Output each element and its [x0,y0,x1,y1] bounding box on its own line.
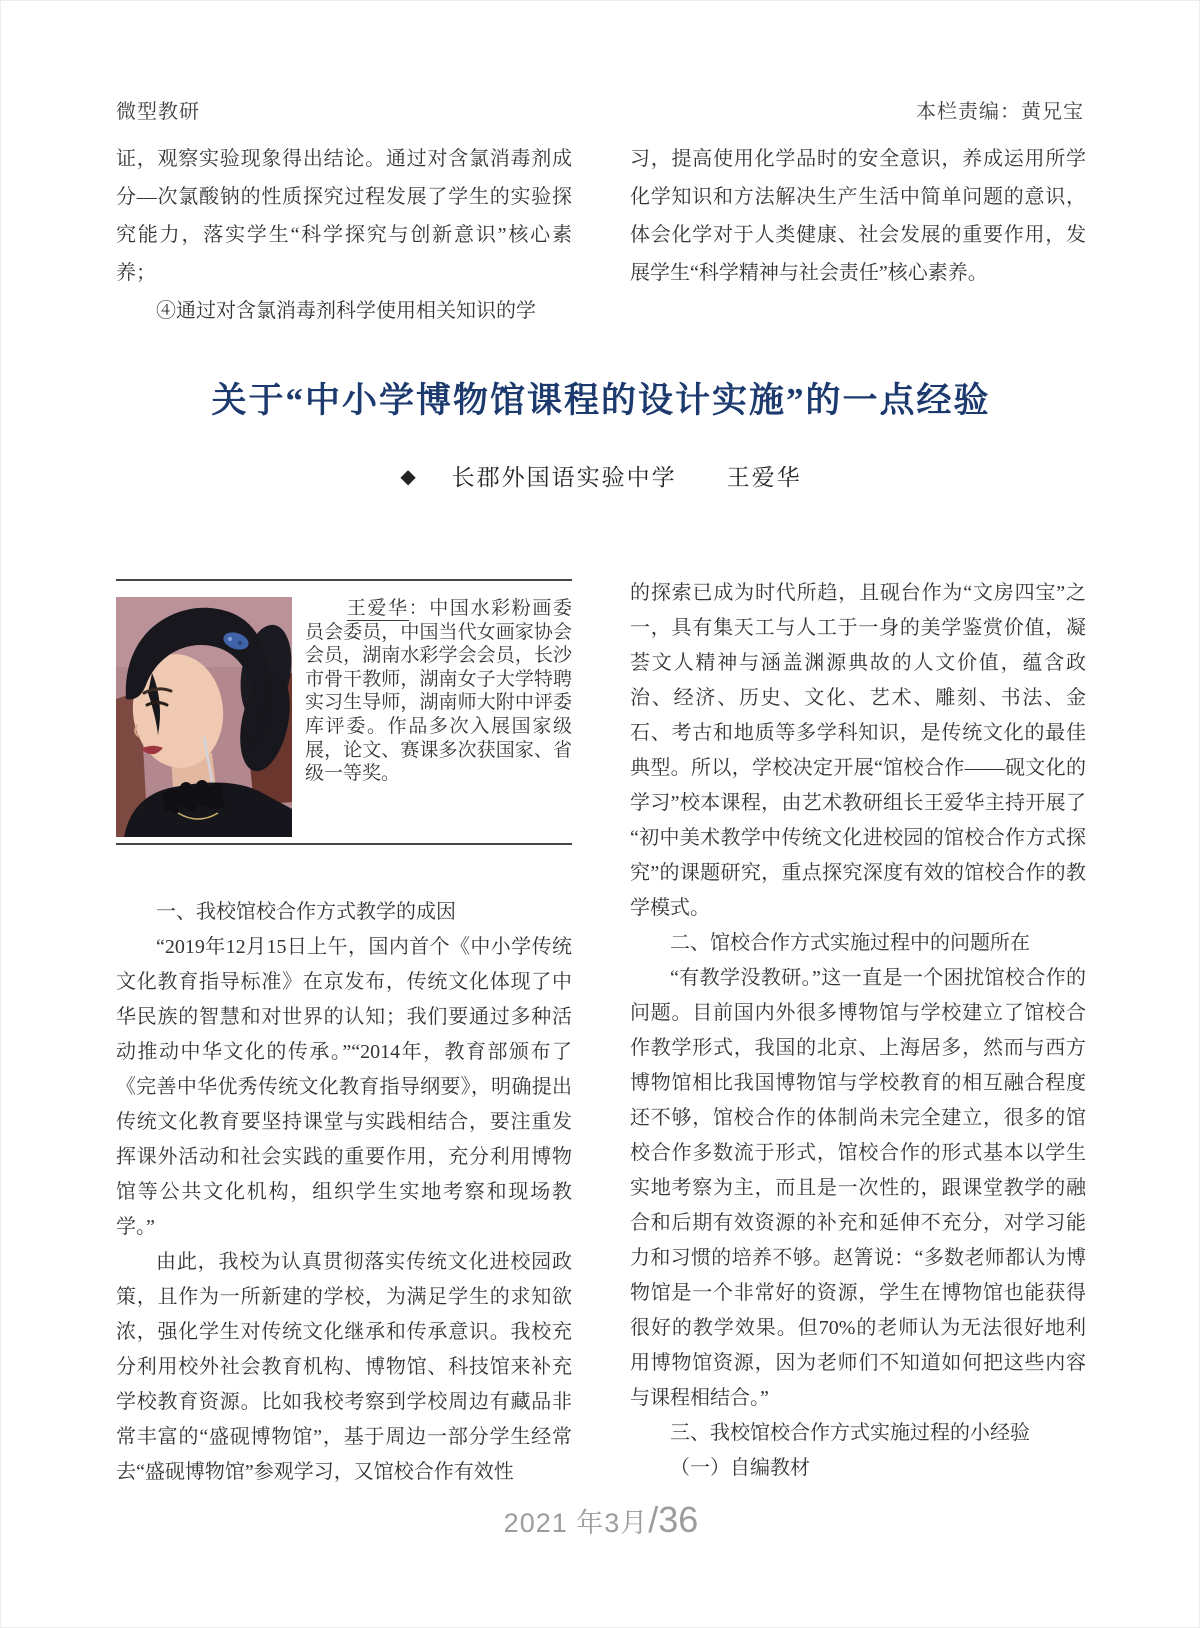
paragraph: 由此，我校为认真贯彻落实传统文化进校园政策，且作为一所新建的学校，为满足学生的求知欲浓，强化学生对传统文化继承和传承意识。我校充分利用校外社会教育机构、博物馆、科技馆来补充学校教育资源。比如我校考察到学校周边有藏品非常丰富的“盛砚博物馆”，基于周边一部分学生经常去“盛砚博物馆”参观学习，又馆校合作有效性 [116,1251,572,1483]
bio-text [305,597,572,837]
section-heading: 三、我校馆校合作方式实施过程的小经验 [670,1422,1030,1444]
article-title: 关于“中小学博物馆课程的设计实施”的一点经验 [211,381,991,420]
portrait-illustration [116,597,292,837]
paragraph: 的探索已成为时代所趋，且砚台作为“文房四宝”之一，具有集天工与人工于一身的美学鉴赏价值，凝荟文人精神与涵盖渊源典故的人文价值，蕴含政治、经济、历史、文化、艺术、雕刻、书法、金石、考古和地质等多学科知识，是传统文化的最佳典型。所以，学校决定开展“馆校合作——砚文化的学习”校本课程，由艺术教研组长王爱华主持开展了“初中美术教学中传统文化进校园的馆校合作方式探究”的课题研究，重点探究深度有效的馆校合作的教学模式。 [630,582,1086,919]
byline-text: 长郡外国语实验中学 王爱华 [451,465,802,490]
bio-description: ：中国水彩粉画委员会委员，中国当代女画家协会会员，湖南水彩学会会员，长沙市骨干教师，湖南女子大学特聘实习生导师，湖南师大附中评委库评委。作品多次入展国家级展，论文、赛课多次获国家、省级一等奖。 [305,598,572,785]
paragraph: （一）自编教材 [670,1457,810,1479]
paragraph: ④通过对含氯消毒剂科学使用相关知识的学 [156,300,536,322]
section-heading: 二、馆校合作方式实施过程中的问题所在 [670,932,1030,954]
column-editor-credit: 本栏责编：黄兄宝 [916,101,1084,123]
paragraph: 证，观察实验现象得出结论。通过对含氯消毒剂成分—次氯酸钠的性质探究过程发展了学生的实验探究能力，落实学生“科学探究与创新意识”核心素养； [116,148,572,284]
diamond-marker-icon: ◆ [400,466,418,488]
page-number: /36 [648,1499,699,1540]
author-photo [116,597,292,837]
paragraph: 习，提高使用化学品时的安全意识，养成运用所学化学知识和方法解决生产生活中简单问题的意识，体会化学对于人类健康、社会发展的重要作用，发展学生“科学精神与社会责任”核心素养。 [630,148,1086,284]
prev-article-left-column [116,140,572,330]
article-byline [1,459,1200,492]
page-footer [1,1499,1200,1541]
bio-author-name: 王爱华 [346,598,409,619]
author-bio-box [116,579,572,845]
section-heading: 一、我校馆校合作方式教学的成因 [156,901,456,923]
issue-date: 2021 年3月 [503,1508,649,1538]
prev-article-right-column [630,140,1086,292]
column-section-label: 微型教研 [116,101,200,123]
article-left-column [116,895,572,1490]
page-header [116,95,1084,124]
paragraph: “2019年12月15日上午，国内首个《中小学传统文化教育指导标准》在京发布，传统文化体现了中华民族的智慧和对世界的认知；我们要通过多种活动推动中华文化的传承。”“2014年，教育部颁布了《完善中华优秀传统文化教育指导纲要》，明确提出传统文化教育要坚持课堂与实践相结合，要注重发挥课外活动和社会实践的重要作用，充分利用博物馆等公共文化机构，组织学生实地考察和现场教学。” [116,936,572,1238]
article-right-column [630,576,1086,1486]
paragraph: “有教学没教研。”这一直是一个困扰馆校合作的问题。目前国内外很多博物馆与学校建立了馆校合作教学形式，我国的北京、上海居多，然而与西方博物馆相比我国博物馆与学校教育的相互融合程度还不够，馆校合作的体制尚未完全建立，很多的馆校合作多数流于形式，馆校合作的形式基本以学生实地考察为主，而且是一次性的，跟课堂教学的融合和后期有效资源的补充和延伸不充分，对学习能力和习惯的培养不够。赵箐说：“多数老师都认为博物馆是一个非常好的资源，学生在博物馆也能获得很好的教学效果。但70%的老师认为无法很好地利用博物馆资源，因为老师们不知道如何把这些内容与课程相结合。” [630,967,1086,1409]
